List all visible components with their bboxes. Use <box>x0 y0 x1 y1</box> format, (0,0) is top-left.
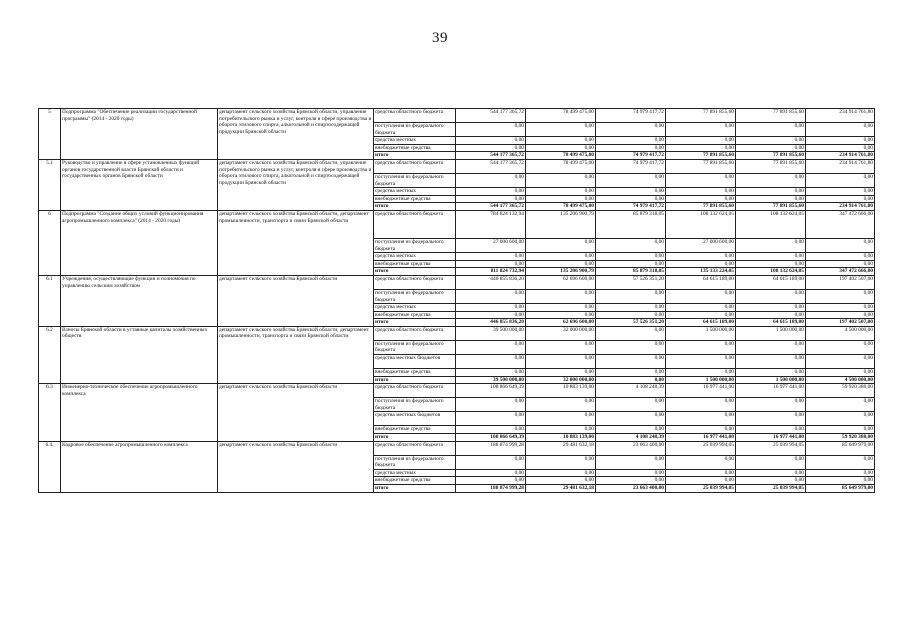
executor: департамент сельского хозяйства Брянской области, управление потребительского рынка и услуг, контроля в сфере производства и оборота этилового спирта, алкогольной и спиртосодержащей продукции Брянской области <box>218 109 374 160</box>
amount-cell: 0,00 <box>736 253 806 261</box>
amount-cell: 0,00 <box>736 289 806 303</box>
item-number: 5 <box>39 109 61 160</box>
amount-cell: 77 891 855,60 <box>666 159 736 173</box>
amount-cell: 135 133 224,05 <box>666 268 736 276</box>
amount-cell: 0,00 <box>526 369 596 377</box>
amount-cell: 0,00 <box>456 311 526 319</box>
funding-source: средства областного бюджета <box>374 441 456 455</box>
item-number: 5.1 <box>39 159 61 210</box>
amount-cell: 0,00 <box>736 412 806 426</box>
amount-cell: 16 977 441,00 <box>666 434 736 442</box>
amount-cell: 0,00 <box>736 173 806 187</box>
amount-cell: 0,00 <box>456 455 526 469</box>
funding-source: внебюджетные средства <box>374 369 456 377</box>
program-name: Подпрограмма "Создание общих условий функционирования агропромышленного комплекса" (2014 - 2020 годы) <box>61 210 218 275</box>
amount-cell: 29 481 632,18 <box>526 485 596 493</box>
item-number: 6 <box>39 210 61 275</box>
funding-source: внебюджетные средства <box>374 426 456 434</box>
amount-cell: 784 824 132,94 <box>456 210 526 238</box>
amount-cell: 0,00 <box>456 477 526 485</box>
amount-cell: 0,00 <box>736 137 806 145</box>
amount-cell: 135 206 900,79 <box>526 268 596 276</box>
amount-cell: 0,00 <box>526 260 596 268</box>
amount-cell: 0,00 <box>596 340 666 354</box>
amount-cell: 108 866 649,39 <box>456 434 526 442</box>
amount-cell: 32 000 000,00 <box>526 376 596 384</box>
amount-cell: 0,00 <box>456 123 526 137</box>
amount-cell: 0,00 <box>806 340 875 354</box>
item-number: 6.2 <box>39 326 61 383</box>
amount-cell: 197 402 507,00 <box>806 275 875 289</box>
amount-cell: 0,00 <box>596 426 666 434</box>
amount-cell: 234 914 761,80 <box>806 152 875 160</box>
amount-cell: 0,00 <box>596 326 666 340</box>
funding-source: средства областного бюджета <box>374 210 456 238</box>
amount-cell: 0,00 <box>526 412 596 426</box>
amount-cell: 0,00 <box>456 253 526 261</box>
amount-cell: 446 855 836,20 <box>456 319 526 327</box>
amount-cell: 0,00 <box>736 355 806 369</box>
executor: департамент сельского хозяйства Брянской области, управление потребительского рынка и услуг, контроля в сфере производства и оборота этилового спирта, алкогольной и спиртосодержащей продукции Брянской области <box>218 159 374 210</box>
amount-cell: 0,00 <box>666 253 736 261</box>
amount-cell: 0,00 <box>526 398 596 412</box>
amount-cell: 4 500 000,00 <box>806 326 875 340</box>
amount-cell: 0,00 <box>596 311 666 319</box>
amount-cell: 0,00 <box>526 477 596 485</box>
funding-source: средства областного бюджета <box>374 159 456 173</box>
amount-cell: 0,00 <box>736 238 806 252</box>
amount-cell: 0,00 <box>596 123 666 137</box>
amount-cell: 108 132 624,05 <box>666 210 736 238</box>
funding-row <box>39 159 875 173</box>
funding-source: средства областного бюджета <box>374 109 456 123</box>
funding-source: средства местных <box>374 304 456 312</box>
amount-cell: 0,00 <box>736 188 806 196</box>
amount-cell: 0,00 <box>526 355 596 369</box>
amount-cell: 0,00 <box>666 477 736 485</box>
amount-cell: 77 891 855,60 <box>736 109 806 123</box>
amount-cell: 16 977 441,00 <box>736 434 806 442</box>
amount-cell: 1 500 000,00 <box>666 326 736 340</box>
amount-cell: 0,00 <box>806 123 875 137</box>
amount-cell: 0,00 <box>806 311 875 319</box>
funding-source: средства местных бюджетов <box>374 355 456 369</box>
amount-cell: 64 615 189,00 <box>736 319 806 327</box>
amount-cell: 0,00 <box>666 311 736 319</box>
amount-cell: 74 979 417,72 <box>596 109 666 123</box>
funding-source: итого <box>374 376 456 384</box>
amount-cell: 59 920 380,00 <box>806 384 875 398</box>
funding-source: средства местных <box>374 137 456 145</box>
amount-cell: 78 499 475,00 <box>526 159 596 173</box>
funding-table <box>38 108 875 493</box>
amount-cell: 108 866 649,39 <box>456 384 526 398</box>
amount-cell: 0,00 <box>526 188 596 196</box>
item-number: 6.4. <box>39 441 61 492</box>
amount-cell: 347 472 666,00 <box>806 268 875 276</box>
amount-cell: 1 500 000,00 <box>666 376 736 384</box>
funding-source: средства областного бюджета <box>374 275 456 289</box>
amount-cell: 0,00 <box>596 355 666 369</box>
amount-cell: 0,00 <box>736 144 806 152</box>
amount-cell: 0,00 <box>806 144 875 152</box>
amount-cell: 25 039 994,05 <box>736 441 806 455</box>
amount-cell: 0,00 <box>806 289 875 303</box>
amount-cell: 0,00 <box>666 455 736 469</box>
amount-cell: 39 500 000,00 <box>456 326 526 340</box>
amount-cell: 544 177 365,72 <box>456 109 526 123</box>
amount-cell: 62 696 600,00 <box>526 275 596 289</box>
amount-cell: 0,00 <box>806 355 875 369</box>
funding-source: итого <box>374 268 456 276</box>
funding-source: внебюджетные средства <box>374 195 456 203</box>
amount-cell: 446 855 836,20 <box>456 275 526 289</box>
amount-cell: 0,00 <box>806 253 875 261</box>
amount-cell: 188 874 999,28 <box>456 485 526 493</box>
amount-cell: 0,00 <box>806 369 875 377</box>
amount-cell: 4 108 248,39 <box>596 434 666 442</box>
amount-cell: 197 402 507,00 <box>806 319 875 327</box>
amount-cell: 0,00 <box>526 253 596 261</box>
amount-cell: 39 500 000,00 <box>456 376 526 384</box>
funding-source: итого <box>374 152 456 160</box>
amount-cell: 0,00 <box>666 469 736 477</box>
amount-cell: 0,00 <box>456 289 526 303</box>
funding-source: поступления из федерального бюджета <box>374 398 456 412</box>
amount-cell: 0,00 <box>806 426 875 434</box>
page-number: 39 <box>432 30 448 46</box>
amount-cell: 78 499 475,00 <box>526 203 596 211</box>
funding-source: поступления из федерального бюджета <box>374 123 456 137</box>
amount-cell: 74 979 417,72 <box>596 159 666 173</box>
amount-cell: 0,00 <box>806 188 875 196</box>
amount-cell: 234 914 761,80 <box>806 159 875 173</box>
amount-cell: 0,00 <box>596 398 666 412</box>
amount-cell: 0,00 <box>806 195 875 203</box>
amount-cell: 0,00 <box>736 398 806 412</box>
amount-cell: 0,00 <box>456 355 526 369</box>
amount-cell: 108 132 624,05 <box>736 268 806 276</box>
amount-cell: 0,00 <box>666 412 736 426</box>
funding-source: средства местных <box>374 469 456 477</box>
funding-source: поступления из федерального бюджета <box>374 173 456 187</box>
amount-cell: 0,00 <box>456 398 526 412</box>
amount-cell: 0,00 <box>806 477 875 485</box>
amount-cell: 27 000 600,00 <box>456 238 526 252</box>
amount-cell: 0,00 <box>806 173 875 187</box>
amount-cell: 0,00 <box>596 137 666 145</box>
amount-cell: 0,00 <box>806 398 875 412</box>
amount-cell: 25 039 994,05 <box>666 441 736 455</box>
amount-cell: 0,00 <box>666 173 736 187</box>
amount-cell: 0,00 <box>456 369 526 377</box>
funding-source: внебюджетные средства <box>374 260 456 268</box>
amount-cell: 347 472 666,00 <box>806 210 875 238</box>
amount-cell: 234 914 761,80 <box>806 109 875 123</box>
funding-table-body <box>39 109 875 493</box>
funding-row <box>39 326 875 340</box>
amount-cell: 0,00 <box>596 412 666 426</box>
amount-cell: 62 696 600,00 <box>526 319 596 327</box>
amount-cell: 57 526 351,20 <box>596 275 666 289</box>
amount-cell: 85 879 318,05 <box>596 210 666 238</box>
amount-cell: 0,00 <box>666 426 736 434</box>
funding-row <box>39 384 875 398</box>
executor: департамент сельского хозяйства Брянской области, департамент промышленности, транспорта и связи Брянской области <box>218 326 374 383</box>
amount-cell: 0,00 <box>736 311 806 319</box>
amount-cell: 0,00 <box>596 188 666 196</box>
amount-cell: 0,00 <box>456 304 526 312</box>
amount-cell: 234 914 761,80 <box>806 203 875 211</box>
amount-cell: 135 206 900,79 <box>526 210 596 238</box>
amount-cell: 0,00 <box>526 304 596 312</box>
funding-source: внебюджетные средства <box>374 477 456 485</box>
amount-cell: 0,00 <box>666 289 736 303</box>
amount-cell: 0,00 <box>596 238 666 252</box>
amount-cell: 77 891 855,60 <box>666 203 736 211</box>
amount-cell: 0,00 <box>526 195 596 203</box>
funding-source: поступления из федерального бюджета <box>374 289 456 303</box>
amount-cell: 77 891 855,60 <box>736 159 806 173</box>
amount-cell: 0,00 <box>526 123 596 137</box>
amount-cell: 0,00 <box>596 477 666 485</box>
funding-source: средства местных <box>374 253 456 261</box>
funding-source: поступления из федерального бюджета <box>374 455 456 469</box>
amount-cell: 0,00 <box>666 144 736 152</box>
amount-cell: 27 000 600,00 <box>666 238 736 252</box>
amount-cell: 0,00 <box>596 144 666 152</box>
amount-cell: 4 500 000,00 <box>806 376 875 384</box>
amount-cell: 23 663 400,00 <box>596 441 666 455</box>
amount-cell: 16 977 441,00 <box>666 384 736 398</box>
amount-cell: 811 824 732,94 <box>456 268 526 276</box>
amount-cell: 0,00 <box>806 238 875 252</box>
amount-cell: 0,00 <box>526 340 596 354</box>
amount-cell: 0,00 <box>456 426 526 434</box>
amount-cell: 16 977 441,00 <box>736 384 806 398</box>
amount-cell: 0,00 <box>596 304 666 312</box>
amount-cell: 0,00 <box>596 376 666 384</box>
amount-cell: 0,00 <box>456 469 526 477</box>
amount-cell: 0,00 <box>596 469 666 477</box>
amount-cell: 74 979 417,72 <box>596 203 666 211</box>
item-number: 6.1 <box>39 275 61 326</box>
amount-cell: 85 649 979,00 <box>806 441 875 455</box>
amount-cell: 0,00 <box>456 144 526 152</box>
amount-cell: 0,00 <box>736 304 806 312</box>
program-name: Учреждения, осуществляющие функции и полномочия по управлению сельским хозяйством <box>61 275 218 326</box>
amount-cell: 64 615 189,00 <box>666 275 736 289</box>
amount-cell: 0,00 <box>806 304 875 312</box>
amount-cell: 0,00 <box>526 289 596 303</box>
amount-cell: 0,00 <box>526 469 596 477</box>
amount-cell: 29 481 632,18 <box>526 441 596 455</box>
amount-cell: 0,00 <box>456 188 526 196</box>
executor: департамент сельского хозяйства Брянской области <box>218 275 374 326</box>
amount-cell: 0,00 <box>666 398 736 412</box>
amount-cell: 78 499 475,00 <box>526 152 596 160</box>
amount-cell: 0,00 <box>806 469 875 477</box>
amount-cell: 64 615 189,00 <box>736 275 806 289</box>
amount-cell: 0,00 <box>456 137 526 145</box>
item-number: 6.3 <box>39 384 61 441</box>
amount-cell: 0,00 <box>526 238 596 252</box>
amount-cell: 0,00 <box>526 173 596 187</box>
program-name: Взносы Брянской области в уставные капиталы хозяйственных обществ <box>61 326 218 383</box>
amount-cell: 0,00 <box>526 426 596 434</box>
amount-cell: 0,00 <box>736 123 806 137</box>
amount-cell: 0,00 <box>666 195 736 203</box>
funding-source: средства областного бюджета <box>374 326 456 340</box>
amount-cell: 0,00 <box>666 260 736 268</box>
program-name: Руководство и управление в сфере установленных функций органов государственной власти Брянской области и государственных органов Брянской области <box>61 159 218 210</box>
amount-cell: 23 663 400,00 <box>596 485 666 493</box>
amount-cell: 64 615 189,00 <box>666 319 736 327</box>
amount-cell: 74 979 417,72 <box>596 152 666 160</box>
amount-cell: 0,00 <box>596 455 666 469</box>
amount-cell: 1 500 000,00 <box>736 376 806 384</box>
amount-cell: 25 039 994,05 <box>666 485 736 493</box>
funding-row <box>39 441 875 455</box>
amount-cell: 108 132 624,05 <box>736 210 806 238</box>
amount-cell: 85 649 979,00 <box>806 485 875 493</box>
amount-cell: 0,00 <box>526 144 596 152</box>
program-name: Инженерно-техническое обеспечение агропромышленного комплекса <box>61 384 218 441</box>
amount-cell: 78 499 475,00 <box>526 109 596 123</box>
amount-cell: 85 879 318,05 <box>596 268 666 276</box>
amount-cell: 0,00 <box>736 469 806 477</box>
amount-cell: 25 039 994,05 <box>736 485 806 493</box>
amount-cell: 1 500 000,00 <box>736 326 806 340</box>
amount-cell: 0,00 <box>526 455 596 469</box>
amount-cell: 0,00 <box>596 289 666 303</box>
amount-cell: 0,00 <box>736 260 806 268</box>
amount-cell: 0,00 <box>456 195 526 203</box>
program-name: Кадровое обеспечение агропромышленного комплекса <box>61 441 218 492</box>
amount-cell: 0,00 <box>456 412 526 426</box>
amount-cell: 0,00 <box>736 369 806 377</box>
funding-source: итого <box>374 485 456 493</box>
funding-source: внебюджетные средства <box>374 144 456 152</box>
amount-cell: 0,00 <box>666 355 736 369</box>
amount-cell: 77 891 855,60 <box>666 152 736 160</box>
amount-cell: 0,00 <box>666 188 736 196</box>
amount-cell: 0,00 <box>526 137 596 145</box>
amount-cell: 59 920 380,00 <box>806 434 875 442</box>
amount-cell: 77 891 855,60 <box>666 109 736 123</box>
amount-cell: 0,00 <box>596 260 666 268</box>
funding-source: средства областного бюджета <box>374 384 456 398</box>
executor: департамент сельского хозяйства Брянской области, департамент промышленности, транспорта и связи Брянской области <box>218 210 374 275</box>
funding-source: итого <box>374 203 456 211</box>
amount-cell: 0,00 <box>806 137 875 145</box>
funding-row <box>39 109 875 123</box>
amount-cell: 0,00 <box>456 340 526 354</box>
program-name: Подпрограмма "Обеспечение реализации государственной программы" (2014 - 2020 годы) <box>61 109 218 160</box>
amount-cell: 77 891 855,60 <box>736 152 806 160</box>
amount-cell: 0,00 <box>736 477 806 485</box>
amount-cell: 0,00 <box>666 137 736 145</box>
funding-source: средства местных бюджетов <box>374 412 456 426</box>
amount-cell: 0,00 <box>666 369 736 377</box>
funding-source: итого <box>374 319 456 327</box>
amount-cell: 544 177 365,72 <box>456 203 526 211</box>
funding-source: поступления из федерального бюджета <box>374 238 456 252</box>
amount-cell: 544 177 365,72 <box>456 152 526 160</box>
funding-source: итого <box>374 434 456 442</box>
amount-cell: 0,00 <box>736 340 806 354</box>
amount-cell: 0,00 <box>736 426 806 434</box>
amount-cell: 0,00 <box>736 455 806 469</box>
funding-row <box>39 210 875 238</box>
executor: департамент сельского хозяйства Брянской области <box>218 384 374 441</box>
amount-cell: 544 177 365,72 <box>456 159 526 173</box>
amount-cell: 0,00 <box>596 195 666 203</box>
amount-cell: 4 108 248,39 <box>596 384 666 398</box>
amount-cell: 0,00 <box>526 311 596 319</box>
amount-cell: 0,00 <box>806 260 875 268</box>
amount-cell: 0,00 <box>666 340 736 354</box>
amount-cell: 0,00 <box>456 173 526 187</box>
funding-source: поступления из федерального бюджета <box>374 340 456 354</box>
amount-cell: 0,00 <box>596 369 666 377</box>
funding-source: средства местных <box>374 188 456 196</box>
amount-cell: 0,00 <box>456 260 526 268</box>
executor: департамент сельского хозяйства Брянской области <box>218 441 374 492</box>
amount-cell: 57 526 351,20 <box>596 319 666 327</box>
amount-cell: 10 883 139,00 <box>526 384 596 398</box>
funding-source: внебюджетные средства <box>374 311 456 319</box>
amount-cell: 0,00 <box>806 412 875 426</box>
amount-cell: 0,00 <box>736 195 806 203</box>
amount-cell: 0,00 <box>666 123 736 137</box>
funding-row <box>39 275 875 289</box>
amount-cell: 32 000 000,00 <box>526 326 596 340</box>
amount-cell: 10 883 139,00 <box>526 434 596 442</box>
amount-cell: 0,00 <box>806 455 875 469</box>
amount-cell: 188 874 999,28 <box>456 441 526 455</box>
amount-cell: 0,00 <box>666 304 736 312</box>
amount-cell: 77 891 855,60 <box>736 203 806 211</box>
amount-cell: 0,00 <box>596 173 666 187</box>
amount-cell: 0,00 <box>596 253 666 261</box>
